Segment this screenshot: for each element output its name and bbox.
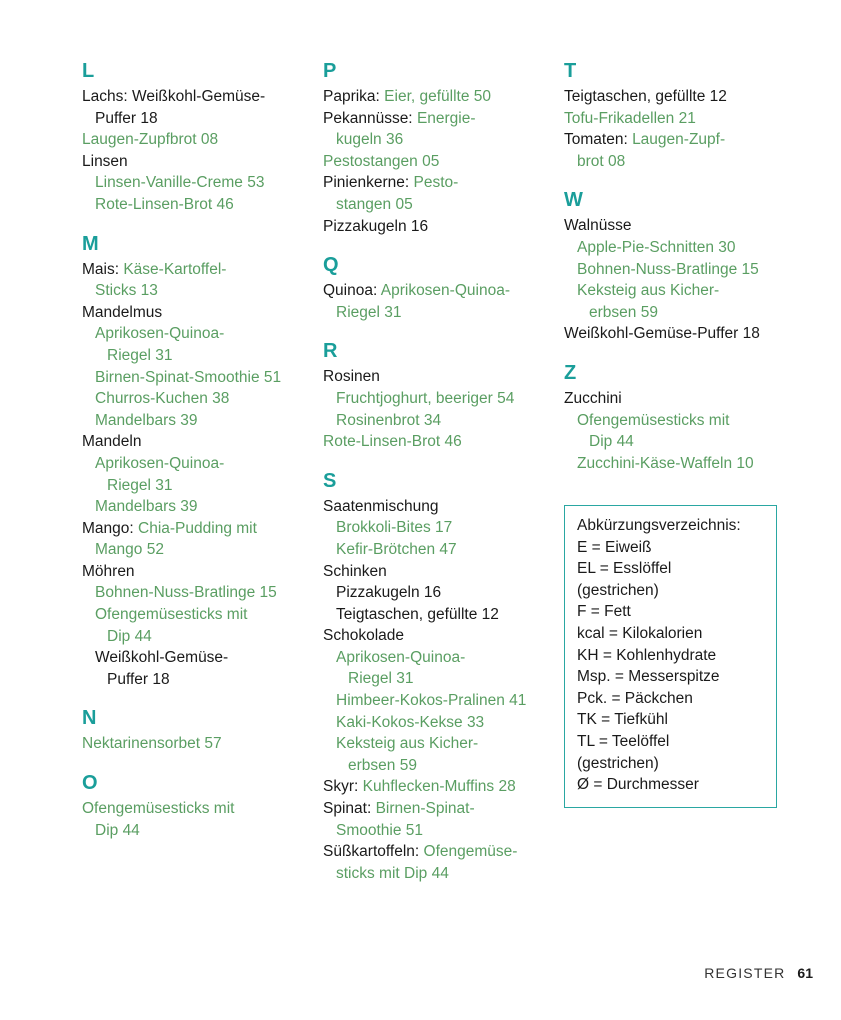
- index-entry: [564, 323, 789, 345]
- index-entry-line: [323, 496, 548, 518]
- recipe-reference: Riegel 31: [107, 476, 173, 494]
- index-entry-line: [323, 647, 548, 669]
- recipe-reference: Aprikosen-Quinoa-: [336, 648, 466, 666]
- index-entry-line: [323, 302, 548, 324]
- index-entry-line: [323, 820, 548, 842]
- index-term: Spinat:: [323, 800, 376, 818]
- index-entry: [82, 367, 307, 389]
- recipe-reference: Dip 44: [95, 821, 140, 839]
- abbreviation-item: KH = Kohlenhydrate: [577, 646, 717, 664]
- recipe-reference: Kefir-Brötchen 47: [336, 540, 457, 558]
- index-entry-line: [564, 388, 789, 410]
- index-entry: [564, 388, 789, 410]
- index-entry: [323, 647, 548, 690]
- index-entry: [323, 431, 548, 453]
- recipe-reference: Dip 44: [589, 433, 634, 451]
- index-entry: [323, 561, 548, 583]
- recipe-reference: kugeln 36: [336, 131, 404, 149]
- index-column-3: [564, 58, 789, 474]
- index-entry-line: [323, 841, 548, 863]
- recipe-reference: Bohnen-Nuss-Bratlinge 15: [95, 584, 277, 602]
- index-entry-line: [323, 280, 548, 302]
- index-entry: [82, 604, 307, 647]
- index-entry-line: [82, 561, 307, 583]
- abbreviation-item: (gestrichen): [577, 581, 659, 599]
- section-letter: Z: [564, 361, 577, 384]
- index-entry: [323, 604, 548, 626]
- recipe-reference: brot 08: [577, 152, 626, 170]
- abbreviation-item: (gestrichen): [577, 754, 659, 772]
- index-entry-line: [82, 302, 307, 324]
- index-term: Schokolade: [323, 627, 405, 645]
- index-term: Süßkartoffeln:: [323, 843, 424, 861]
- recipe-reference: Smoothie 51: [336, 821, 424, 839]
- index-entry-line: [82, 108, 307, 130]
- index-entry: [323, 410, 548, 432]
- index-term: Puffer 18: [107, 670, 170, 688]
- index-term: Tomaten:: [564, 131, 633, 149]
- index-entry-line: [564, 302, 789, 324]
- index-term: Schinken: [323, 562, 387, 580]
- index-entry: [564, 280, 789, 323]
- index-entry: [82, 647, 307, 690]
- index-entry: [323, 86, 548, 108]
- abbreviation-item: EL = Esslöffel: [577, 560, 672, 578]
- recipe-reference: Bohnen-Nuss-Bratlinge 15: [577, 260, 759, 278]
- index-term: Mandelmus: [82, 303, 163, 321]
- recipe-reference: Tofu-Frikadellen 21: [564, 109, 696, 127]
- index-entry: [323, 798, 548, 841]
- recipe-reference: Zucchini-Käse-Waffeln 10: [577, 454, 754, 472]
- recipe-reference: Mango 52: [95, 541, 164, 559]
- recipe-reference: Birnen-Spinat-: [375, 800, 475, 818]
- recipe-reference: Linsen-Vanille-Creme 53: [95, 174, 265, 192]
- recipe-reference: Laugen-Zupf-: [632, 131, 726, 149]
- recipe-reference: sticks mit Dip 44: [336, 864, 449, 882]
- index-entry-line: [82, 626, 307, 648]
- index-term: Mais:: [82, 260, 124, 278]
- recipe-reference: Energie-: [416, 109, 476, 127]
- recipe-reference: erbsen 59: [589, 303, 658, 321]
- abbreviation-title: Abkürzungsverzeichnis:: [577, 517, 741, 534]
- index-entry-line: [323, 216, 548, 238]
- index-term: Lachs:: [82, 88, 132, 105]
- index-entry-line: [564, 108, 789, 130]
- section-letter: L: [82, 60, 95, 82]
- index-entry: [82, 582, 307, 604]
- index-entry: [323, 690, 548, 712]
- index-entry: [323, 366, 548, 388]
- recipe-reference: Apple-Pie-Schnitten 30: [577, 238, 736, 256]
- index-term: Skyr:: [323, 778, 363, 796]
- recipe-reference: Riegel 31: [336, 303, 402, 321]
- index-entry: [82, 496, 307, 518]
- index-entry-line: [82, 388, 307, 410]
- recipe-reference: Fruchtjoghurt, beeriger 54: [336, 389, 515, 407]
- recipe-reference: Keksteig aus Kicher-: [336, 735, 479, 753]
- abbreviation-item: Msp. = Messerspitze: [577, 668, 720, 686]
- index-entry-line: [323, 172, 548, 194]
- index-entry: [564, 259, 789, 281]
- index-entry-line: [82, 431, 307, 453]
- recipe-reference: Nektarinensorbet 57: [82, 735, 222, 753]
- index-entry: [82, 259, 307, 302]
- index-entry: [564, 453, 789, 475]
- recipe-reference: Ofengemüsesticks mit: [82, 800, 235, 818]
- index-entry-line: [323, 194, 548, 216]
- index-entry: [323, 496, 548, 518]
- index-entry: [82, 302, 307, 324]
- recipe-reference: Birnen-Spinat-Smoothie 51: [95, 368, 282, 386]
- index-entry-line: [323, 863, 548, 885]
- index-entry: [323, 712, 548, 734]
- recipe-reference: Sticks 13: [95, 282, 158, 300]
- index-term: Weißkohl-Gemüse-: [131, 88, 266, 105]
- index-entry-line: [564, 280, 789, 302]
- recipe-reference: Käse-Kartoffel-: [123, 260, 227, 278]
- abbreviation-item: Pck. = Päckchen: [577, 689, 693, 707]
- recipe-reference: Mandelbars 39: [95, 498, 198, 516]
- index-entry-line: [323, 410, 548, 432]
- index-entry-line: [82, 647, 307, 669]
- index-entry: [82, 561, 307, 583]
- index-entry-line: [82, 582, 307, 604]
- index-term: Zucchini: [564, 389, 622, 407]
- index-entry: [323, 582, 548, 604]
- index-term: Rosinen: [323, 368, 380, 386]
- index-entry-line: [82, 604, 307, 626]
- index-entry: [564, 215, 789, 237]
- page-footer: [704, 962, 813, 984]
- index-entry: [82, 86, 307, 129]
- recipe-reference: erbsen 59: [348, 756, 417, 774]
- recipe-reference: Aprikosen-Quinoa-: [95, 325, 225, 343]
- section-letter: Q: [323, 254, 339, 277]
- index-entry-line: [82, 453, 307, 475]
- index-entry: [82, 172, 307, 194]
- index-term: Pizzakugeln 16: [336, 584, 442, 602]
- recipe-reference: Rote-Linsen-Brot 46: [323, 433, 462, 451]
- index-term: Pekannüsse:: [323, 109, 417, 127]
- index-entry-line: [323, 431, 548, 453]
- index-entry: [323, 388, 548, 410]
- index-term: Paprika:: [323, 88, 385, 105]
- section-label: REGISTER: [704, 965, 786, 981]
- abbreviation-item: kcal = Kilokalorien: [577, 624, 703, 642]
- recipe-reference: Kaki-Kokos-Kekse 33: [336, 713, 485, 731]
- index-entry-line: [323, 108, 548, 130]
- index-entry-line: [82, 669, 307, 691]
- index-entry-line: [82, 129, 307, 151]
- index-entry-line: [323, 388, 548, 410]
- index-term: Weißkohl-Gemüse-Puffer 18: [564, 325, 760, 343]
- recipe-reference: Ofengemüse-: [423, 843, 518, 861]
- index-entry: [82, 453, 307, 496]
- abbreviation-item: E = Eiweiß: [577, 538, 652, 556]
- index-entry: [323, 776, 548, 798]
- recipe-reference: Pestostangen 05: [323, 152, 440, 170]
- index-entry: [323, 625, 548, 647]
- index-term: Mandeln: [82, 433, 142, 451]
- index-entry-line: [82, 86, 307, 108]
- index-entry: [82, 194, 307, 216]
- section-letter: O: [82, 772, 98, 795]
- recipe-reference: Eier, gefüllte 50: [384, 88, 492, 105]
- index-entry: [564, 86, 789, 108]
- index-entry-line: [82, 496, 307, 518]
- abbreviation-list: [577, 537, 764, 796]
- index-entry-line: [323, 517, 548, 539]
- index-entry: [323, 517, 548, 539]
- index-entry: [323, 172, 548, 215]
- index-entry-line: [564, 86, 789, 108]
- index-entry-line: [564, 129, 789, 151]
- index-term: Pizzakugeln 16: [323, 217, 429, 235]
- section-letter: N: [82, 707, 97, 730]
- index-entry-line: [323, 151, 548, 173]
- index-entry-line: [82, 345, 307, 367]
- recipe-reference: Aprikosen-Quinoa-: [380, 282, 510, 300]
- index-term: Pinienkerne:: [323, 174, 414, 192]
- abbreviation-item: TL = Teelöffel: [577, 732, 670, 750]
- index-entry-line: [82, 194, 307, 216]
- index-entry-line: [82, 151, 307, 173]
- index-entry-line: [564, 453, 789, 475]
- index-entry-line: [323, 604, 548, 626]
- index-entry-line: [323, 668, 548, 690]
- index-term: Puffer 18: [95, 109, 158, 127]
- recipe-reference: Dip 44: [107, 627, 152, 645]
- index-entry: [323, 108, 548, 151]
- index-entry-line: [82, 518, 307, 540]
- index-entry-line: [564, 323, 789, 345]
- index-entry-line: [323, 129, 548, 151]
- index-term: Möhren: [82, 562, 135, 580]
- index-entry-line: [564, 410, 789, 432]
- index-entry: [564, 410, 789, 453]
- index-entry: [564, 129, 789, 172]
- index-entry-line: [564, 259, 789, 281]
- recipe-reference: Kuhflecken-Muffins 28: [362, 778, 516, 796]
- index-entry: [82, 129, 307, 151]
- index-entry-line: [323, 561, 548, 583]
- index-column-2: [323, 58, 548, 884]
- index-term: Teigtaschen, gefüllte 12: [564, 88, 727, 105]
- index-entry: [82, 431, 307, 453]
- index-entry-line: [323, 582, 548, 604]
- index-entry-line: [82, 259, 307, 281]
- recipe-reference: Ofengemüsesticks mit: [577, 411, 730, 429]
- index-column-1: [82, 58, 307, 841]
- recipe-reference: Riegel 31: [348, 670, 414, 688]
- recipe-reference: Rosinenbrot 34: [336, 411, 442, 429]
- index-entry-line: [323, 776, 548, 798]
- index-entry: [82, 733, 307, 755]
- index-entry-line: [323, 755, 548, 777]
- index-entry-line: [323, 712, 548, 734]
- abbreviation-box: [564, 505, 777, 808]
- index-entry: [82, 518, 307, 561]
- index-entry: [82, 151, 307, 173]
- section-letter: P: [323, 60, 337, 82]
- index-entry-line: [564, 237, 789, 259]
- recipe-reference: Rote-Linsen-Brot 46: [95, 195, 234, 213]
- index-term: Weißkohl-Gemüse-: [95, 649, 229, 667]
- recipe-reference: Mandelbars 39: [95, 411, 198, 429]
- index-term: Saatenmischung: [323, 497, 439, 515]
- abbreviation-item: Ø = Durchmesser: [577, 776, 699, 794]
- index-entry-line: [82, 798, 307, 820]
- index-entry-line: [82, 280, 307, 302]
- index-entry-line: [564, 215, 789, 237]
- index-entry-line: [323, 690, 548, 712]
- index-term: Quinoa:: [323, 282, 381, 300]
- index-entry: [323, 216, 548, 238]
- index-entry: [82, 410, 307, 432]
- index-entry-line: [564, 151, 789, 173]
- section-letter: R: [323, 340, 338, 363]
- index-entry: [82, 323, 307, 366]
- index-entry: [564, 108, 789, 130]
- index-term: Linsen: [82, 152, 128, 170]
- section-letter: S: [323, 469, 337, 492]
- recipe-reference: Aprikosen-Quinoa-: [95, 454, 225, 472]
- index-entry-line: [82, 820, 307, 842]
- index-entry-line: [82, 172, 307, 194]
- index-entry: [323, 733, 548, 776]
- section-letter: M: [82, 232, 99, 255]
- index-entry-line: [564, 431, 789, 453]
- index-entry: [82, 388, 307, 410]
- index-entry: [323, 841, 548, 884]
- recipe-reference: Churros-Kuchen 38: [95, 390, 230, 408]
- index-entry-line: [82, 410, 307, 432]
- index-entry-line: [323, 733, 548, 755]
- abbreviation-item: F = Fett: [577, 603, 631, 621]
- recipe-reference: Riegel 31: [107, 346, 173, 364]
- index-entry-line: [82, 323, 307, 345]
- index-entry-line: [82, 367, 307, 389]
- index-entry-line: [323, 86, 548, 108]
- index-entry: [564, 237, 789, 259]
- abbreviation-item: TK = Tiefkühl: [577, 711, 668, 729]
- index-entry-line: [82, 539, 307, 561]
- recipe-reference: Keksteig aus Kicher-: [577, 282, 720, 300]
- page-number: 61: [797, 965, 813, 981]
- index-entry: [323, 280, 548, 323]
- index-entry-line: [323, 625, 548, 647]
- recipe-reference: Ofengemüsesticks mit: [95, 606, 248, 624]
- index-entry-line: [323, 539, 548, 561]
- section-letter: T: [564, 60, 577, 82]
- index-entry-line: [323, 366, 548, 388]
- index-entry-line: [323, 798, 548, 820]
- recipe-reference: Chia-Pudding mit: [138, 519, 257, 537]
- index-entry: [323, 539, 548, 561]
- recipe-reference: stangen 05: [336, 195, 413, 213]
- index-entry: [82, 798, 307, 841]
- recipe-reference: Pesto-: [413, 174, 459, 192]
- index-entry-line: [82, 733, 307, 755]
- index-entry-line: [82, 475, 307, 497]
- index-term: Walnüsse: [564, 217, 632, 235]
- recipe-reference: Laugen-Zupfbrot 08: [82, 131, 219, 149]
- index-term: Mango:: [82, 519, 139, 537]
- section-letter: W: [564, 189, 583, 212]
- index-entry: [323, 151, 548, 173]
- recipe-reference: Himbeer-Kokos-Pralinen 41: [336, 692, 527, 710]
- recipe-reference: Brokkoli-Bites 17: [336, 519, 453, 537]
- index-term: Teigtaschen, gefüllte 12: [336, 605, 499, 623]
